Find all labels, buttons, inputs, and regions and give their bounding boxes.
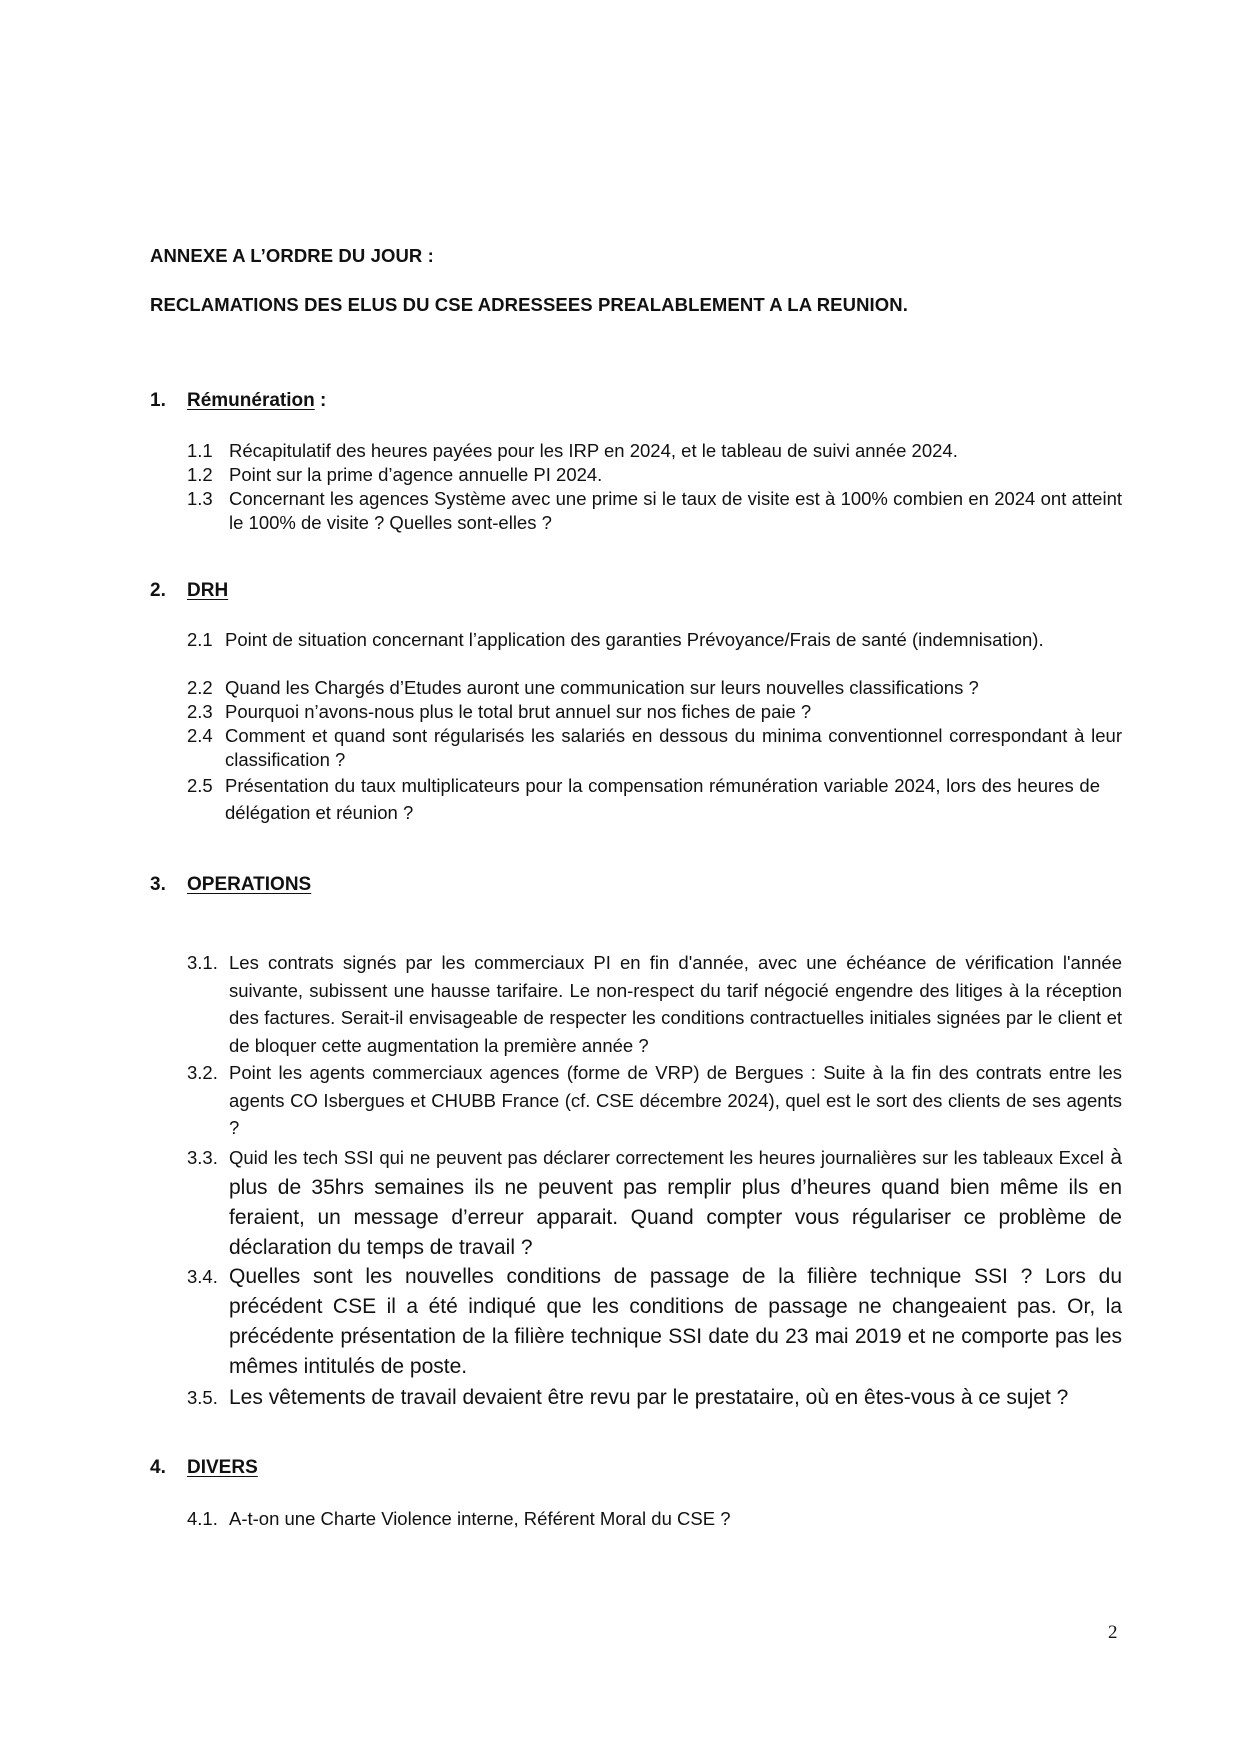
item-number: 3.1. [187, 952, 218, 973]
item-number: 1.2 [187, 464, 213, 485]
item-number: 2.1 [187, 629, 213, 650]
section-number: 4. [150, 1457, 166, 1478]
list-item [187, 1507, 1122, 1531]
list-item [187, 487, 1122, 535]
item-number: 3.3. [187, 1147, 218, 1168]
section-number: 2. [150, 580, 166, 601]
list-item [187, 949, 1122, 1059]
section-number: 3. [150, 874, 166, 895]
list-item [187, 463, 1122, 487]
list-item [187, 439, 1122, 463]
item-text: Quelles sont les nouvelles conditions de passage de la filière technique SSI ? Lors du précédent CSE il a été indiqué que les conditions de passage ne changeaient pas. Or, la précédente présentation de la filière technique SSI date du 23 mai 2019 et ne comporte pas les mêmes intitulés de poste. [229, 1265, 1122, 1378]
section-3-title [150, 874, 311, 896]
list-item [187, 676, 1122, 700]
list-item [187, 1143, 1122, 1263]
annex-subtitle: RECLAMATIONS DES ELUS DU CSE ADRESSEES PREALABLEMENT A LA REUNION. [150, 294, 908, 315]
section-2-title [150, 580, 228, 602]
list-item [187, 700, 1122, 724]
item-text: Pourquoi n’avons-nous plus le total brut annuel sur nos fiches de paie ? [225, 701, 812, 722]
list-item [187, 1262, 1122, 1382]
section-4-title [150, 1457, 258, 1479]
item-number: 2.3 [187, 701, 213, 722]
item-text: Les vêtements de travail devaient être revu par le prestataire, où en êtes-vous à ce sujet ? [229, 1386, 1069, 1409]
item-text: Point de situation concernant l’application des garanties Prévoyance/Frais de santé (indemnisation). [225, 629, 1044, 650]
item-number: 2.5 [187, 775, 213, 796]
section-number: 1. [150, 390, 166, 411]
item-text: Quid les tech SSI qui ne peuvent pas déclarer correctement les heures journalières sur les tableaux Excel à plus de 35hrs semaines ils ne peuvent pas remplir plus d’heures quand bien même ils en feraient, un message d’erreur apparait. Quand compter vous régulariser ce problème de déclaration du temps de travail ? [229, 1146, 1123, 1259]
item-text: Point les agents commerciaux agences (forme de VRP) de Bergues : Suite à la fin des contrats entre les agents CO Isbergues et CHUBB France (cf. CSE décembre 2024), quel est le sort des clients de ses agents ? [229, 1062, 1122, 1138]
section-1-title [150, 390, 326, 412]
list-item [187, 772, 1122, 826]
section-suffix: : [314, 390, 327, 411]
item-text: A-t-on une Charte Violence interne, Référent Moral du CSE ? [229, 1508, 731, 1529]
section-label: OPERATIONS [187, 874, 312, 895]
item-text: Quand les Chargés d’Etudes auront une communication sur leurs nouvelles classifications ? [225, 677, 979, 698]
page-number: 2 [1108, 1622, 1118, 1643]
list-item [187, 724, 1122, 772]
item-number: 1.1 [187, 440, 213, 461]
item-text: Concernant les agences Système avec une prime si le taux de visite est à 100% combien en 2024 ont atteint le 100% de visite ? Quelles sont-elles ? [229, 488, 1122, 533]
list-item [187, 1059, 1122, 1142]
annex-title: ANNEXE A L’ORDRE DU JOUR : [150, 245, 434, 266]
item-text: Les contrats signés par les commerciaux PI en fin d'année, avec une échéance de vérification l'année suivante, subissent une hausse tarifaire. Le non-respect du tarif négocié engendre des litiges à la réception des factures. Serait-il envisageable de respecter les conditions contractuelles initiales signées par le client et de bloquer cette augmentation la première année ? [229, 952, 1122, 1056]
item-number: 1.3 [187, 488, 213, 509]
item-number: 4.1. [187, 1508, 218, 1529]
item-number: 3.4. [187, 1266, 218, 1287]
item-text: Récapitulatif des heures payées pour les IRP en 2024, et le tableau de suivi année 2024. [229, 440, 958, 461]
section-label: DIVERS [187, 1457, 258, 1478]
item-number: 2.4 [187, 725, 213, 746]
item-text: Point sur la prime d’agence annuelle PI 2024. [229, 464, 603, 485]
item-number: 3.5. [187, 1387, 218, 1408]
item-text: Présentation du taux multiplicateurs pour la compensation rémunération variable 2024, lors des heures de délégation et réunion ? [225, 775, 1100, 823]
item-text: Comment et quand sont régularisés les salariés en dessous du minima conventionnel correspondant à leur classification ? [225, 725, 1122, 770]
item-number: 3.2. [187, 1062, 218, 1083]
list-item [187, 1383, 1122, 1413]
section-label: Rémunération [187, 390, 315, 411]
item-number: 2.2 [187, 677, 213, 698]
section-label: DRH [187, 580, 229, 601]
list-item [187, 628, 1122, 652]
